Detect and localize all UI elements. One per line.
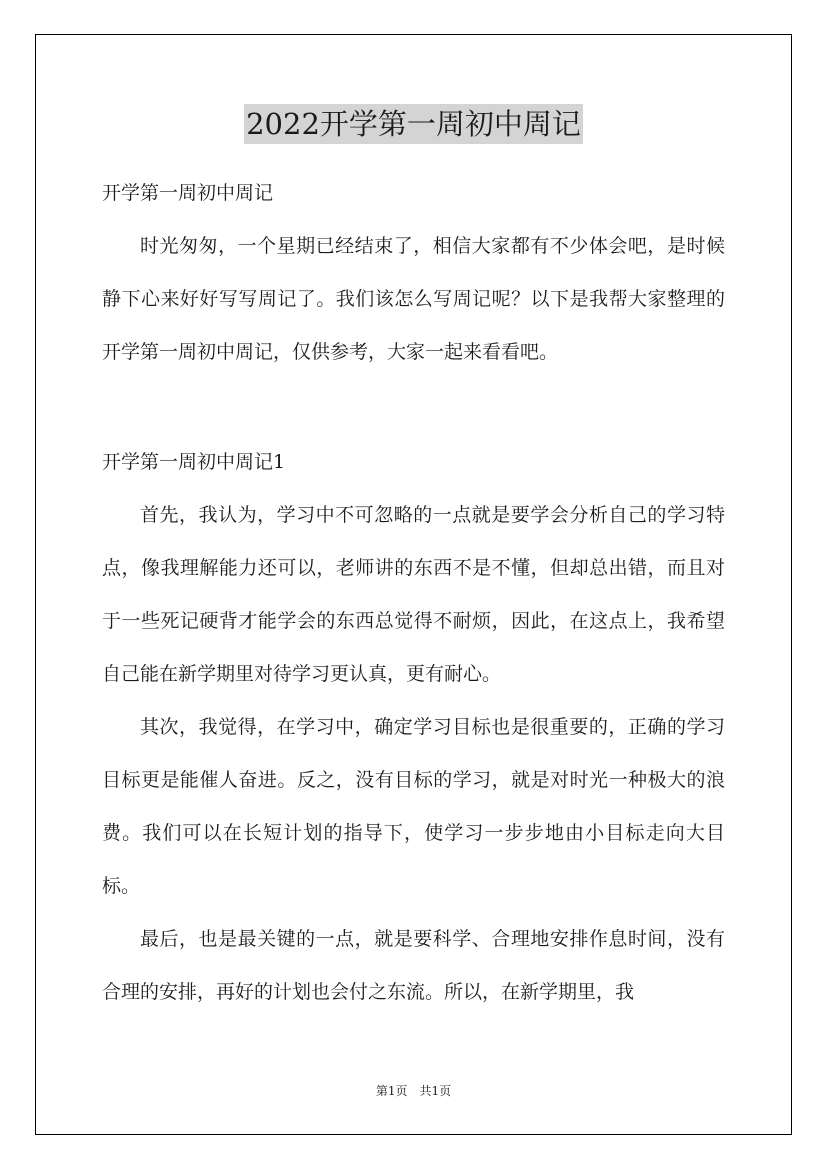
subtitle: 开学第一周初中周记 xyxy=(102,182,274,204)
section-spacer xyxy=(102,379,725,436)
document-title: 2022开学第一周初中周记 xyxy=(244,104,583,144)
document-body xyxy=(102,167,725,1019)
intro-paragraph: 时光匆匆，一个星期已经结束了，相信大家都有不少体会吧，是时候静下心来好好写写周记了。我们该怎么写周记呢？以下是我帮大家整理的开学第一周初中周记，仅供参考，大家一起来看看吧。 xyxy=(102,235,725,363)
body-paragraph-2: 其次，我觉得，在学习中，确定学习目标也是很重要的，正确的学习目标更是能催人奋进。反之，没有目标的学习，就是对时光一种极大的浪费。我们可以在长短计划的指导下，使学习一步步地由小目标走向大目标。 xyxy=(102,716,725,897)
body-paragraph-3: 最后，也是最关键的一点，就是要科学、合理地安排作息时间，没有合理的安排，再好的计划也会付之东流。所以，在新学期里，我 xyxy=(102,928,725,1003)
section-heading: 开学第一周初中周记1 xyxy=(102,451,286,473)
page-footer: 第1页 共1页 xyxy=(375,1084,452,1098)
title-container xyxy=(0,104,827,144)
body-paragraph-1: 首先，我认为，学习中不可忽略的一点就是要学会分析自己的学习特点，像我理解能力还可以，老师讲的东西不是不懂，但却总出错，而且对于一些死记硬背才能学会的东西总觉得不耐烦，因此，在这点上，我希望自己能在新学期里对待学习更认真，更有耐心。 xyxy=(102,504,725,685)
